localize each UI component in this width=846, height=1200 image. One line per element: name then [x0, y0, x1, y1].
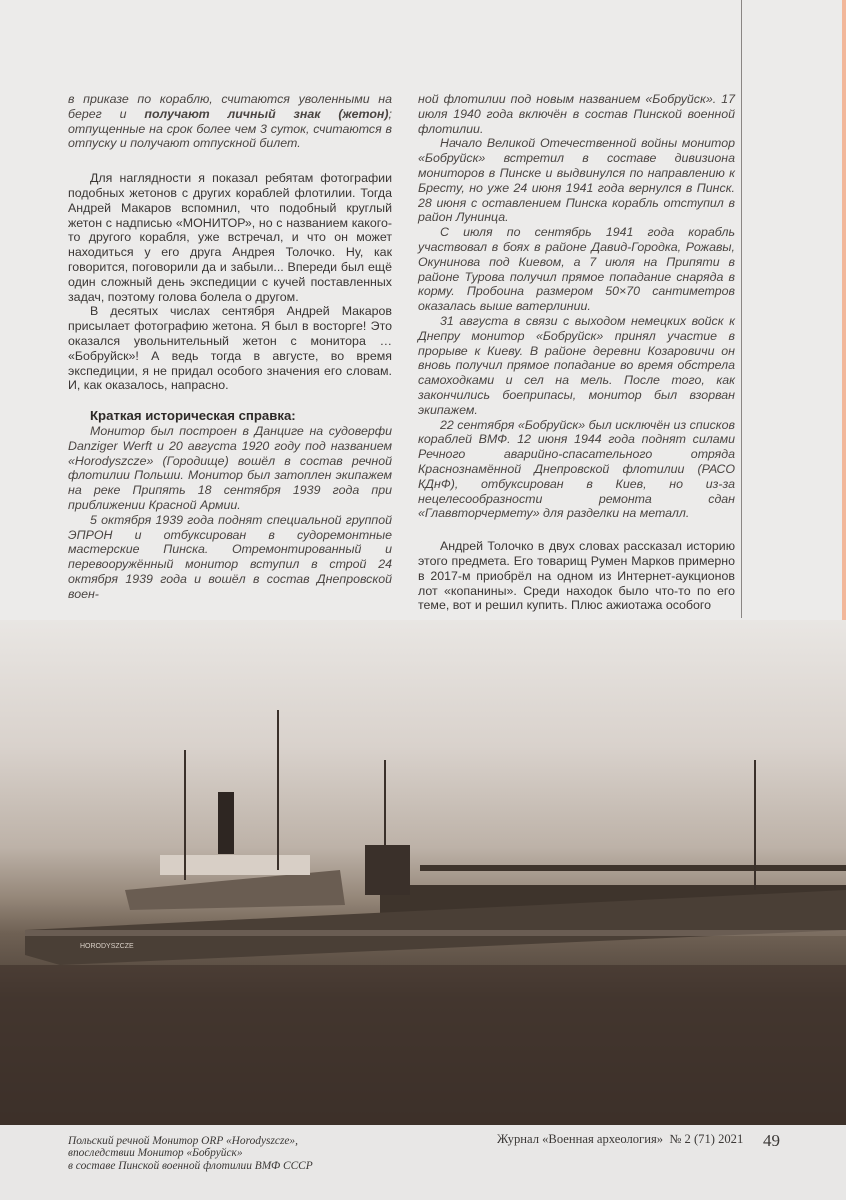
background-steamer — [125, 710, 345, 910]
caption-line: Польский речной Монитор ORP «Horodyszcze», — [68, 1135, 298, 1147]
paragraph: Андрей Толочко в двух словах рассказал историю этого предмета. Его товарищ Румен Марков примерно в 2017-м приобрёл на одном из Интернет-аукционов лот «копанины». Среди находок было что-то по его теме, вот и решил купить. Плюс ажиотажа особого — [418, 539, 735, 613]
caption-line: впоследствии Монитор «Бобруйск» — [68, 1147, 243, 1160]
history-paragraph: Начало Великой Отечественной войны монитор «Бобруйск» встретил в составе дивизиона мониторов в Пинске и выдвинулся по направлению к Бресту, но уже 24 июня 1941 года вернулся в Пинск. 28 июня с оставлением Пинска корабль отступил в район Лунинца. — [418, 136, 735, 225]
history-paragraph: С июля по сентябрь 1941 года корабль участвовал в боях в районе Давид-Городка, Рожавы, Окунинова под Киевом, а 7 июля на Припяти в районе Турова получил прямое попадание снаряда в корму. Пробоина размером 50×70 сантиметров оказалась выше ватерлинии. — [418, 225, 735, 314]
quote-text: в приказе по кораблю, считаются уволенными на берег и — [68, 92, 392, 121]
caption-line: в составе Пинской военной флотилии ВМФ СССР — [68, 1159, 313, 1172]
right-column — [418, 92, 735, 613]
water — [0, 965, 846, 1125]
photo-caption — [68, 1135, 313, 1172]
hull-name: HORODYSZCZE — [80, 943, 134, 950]
journal-title: Журнал «Военная археология» № 2 (71) 2021 — [497, 1132, 744, 1146]
column-divider-top — [741, 0, 742, 618]
monitor-ship — [25, 760, 846, 965]
quote-bold: получают личный знак (жетон) — [144, 106, 389, 121]
paragraph: В десятых числах сентября Андрей Макаров присылает фотографию жетона. Я был в восторге! Это оказался увольнительный жетон с монитора … «Бобруйск»! А ведь тогда в августе, во время экспедиции, я не придал особого значения его словам. И, как оказалось, напрасно. — [68, 304, 392, 393]
monitor-photo — [0, 620, 846, 1125]
left-column — [68, 92, 392, 602]
order-quote — [68, 92, 392, 151]
history-paragraph: Монитор был построен в Данциге на судоверфи Danziger Werft и 20 августа 1920 году под названием «Horodyszcze» (Городище) вошёл в состав речной флотилии Польши. Монитор был затоплен экипажем на реке Припять 18 сентября 1939 года при приближении Красной Армии. — [68, 423, 392, 512]
history-paragraph: 5 октября 1939 года поднят специальной группой ЭПРОН и отбуксирован в судоремонтные мастерские Пинска. Отремонтированный и перевооружённый монитор вступил в строй 24 октября 1939 года и вошёл в состав Днепровской воен- — [68, 512, 392, 601]
page-number: 49 — [763, 1131, 780, 1150]
paragraph: Для наглядности я показал ребятам фотографии подобных жетонов с других кораблей флотилии. Тогда Андрей Макаров вспомнил, что подобный круглый жетон с надписью «МОНИТОР», но с названием какого-то другого корабля, уже встречал, и что он может находиться у его друга Андрея Толочко. Ну, как говорится, поговорили да и забыли... Впереди был ещё один сложный день экспедиции с кучей поставленных задач, поэтому голова болела о другом. — [68, 171, 392, 304]
history-paragraph: 31 августа в связи с выходом немецких войск к Днепру монитор «Бобруйск» принял участие в прорыве к Киеву. В районе деревни Козаровичи он вновь получил прямое попадание во время обстрела самоходками и сел на мель. После того, как закончились боеприпасы, монитор был взорван экипажем. — [418, 313, 735, 417]
ship-illustration — [0, 620, 846, 1125]
history-paragraph: 22 сентября «Бобруйск» был исключён из списков кораблей ВМФ. 12 июня 1944 года поднят силами Речного аварийно-спасательного отряда Краснознамённой Днепровской флотилии (РАСО КДнФ), отбуксирован в Киев, но из-за нецелесообразности ремонта сдан «Главвторчермету» для разделки на металл. — [418, 417, 735, 521]
section-heading: Краткая историческая справка: — [90, 408, 296, 424]
history-paragraph: ной флотилии под новым названием «Бобруйск». 17 июля 1940 года включён в состав Пинской военной флотилии. — [418, 92, 735, 136]
quote-text: ; отпущенные на срок более чем 3 суток, считаются в отпуску и получают отпускной билет. — [68, 106, 392, 151]
